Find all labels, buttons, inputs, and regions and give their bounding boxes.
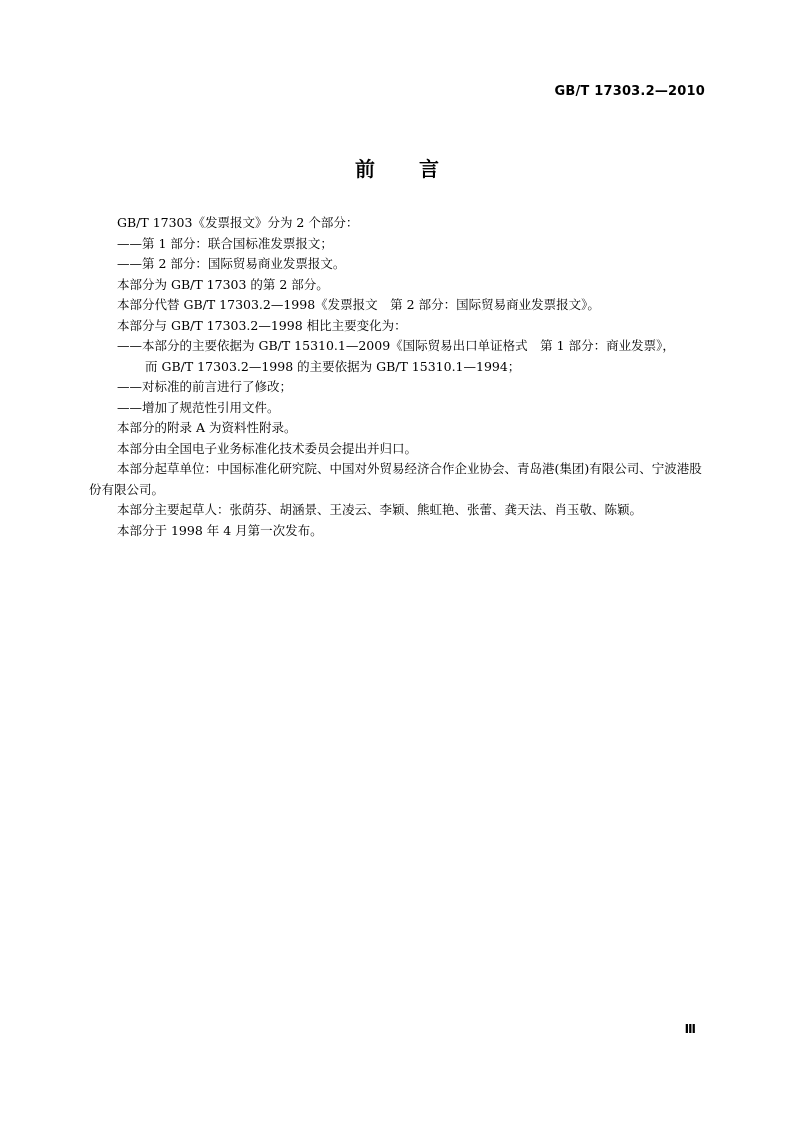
foreword-body: [89, 213, 705, 541]
list-item-change-basis-continued: 而 GB/T 17303.2—1998 的主要依据为 GB/T 15310.1—1994；: [145, 358, 521, 374]
page-title: 前言: [355, 157, 483, 181]
paragraph-first-release: 本部分于 1998 年 4 月第一次发布。: [117, 522, 323, 538]
list-item-part-2: ——第 2 部分：国际贸易商业发票报文。: [117, 256, 346, 271]
paragraph-proposer: 本部分由全国电子业务标准化技术委员会提出并归口。: [117, 440, 418, 456]
paragraph-replaces: 本部分代替 GB/T 17303.2—1998《发票报文 第 2 部分：国际贸易商业发票报文》。: [117, 297, 600, 312]
list-item-change-references: ——增加了规范性引用文件。: [117, 399, 280, 415]
paragraph-parts-intro: GB/T 17303《发票报文》分为 2 个部分：: [117, 215, 359, 230]
paragraph-drafting-units: 本部分起草单位：中国标准化研究院、中国对外贸易经济合作企业协会、青岛港(集团)有限公司、宁波港股份有限公司。: [89, 461, 702, 497]
list-item-part-1: ——第 1 部分：联合国标准发票报文；: [117, 235, 333, 251]
list-item-change-foreword: ——对标准的前言进行了修改；: [117, 379, 293, 394]
paragraph-this-part: 本部分为 GB/T 17303 的第 2 部分。: [117, 276, 329, 292]
paragraph-annex: 本部分的附录 A 为资料性附录。: [117, 420, 297, 435]
paragraph-changes-intro: 本部分与 GB/T 17303.2—1998 相比主要变化为：: [117, 317, 407, 333]
standard-code: GB/T 17303.2—2010: [554, 84, 705, 99]
page-number: Ⅲ: [684, 1022, 696, 1036]
paragraph-drafters: 本部分主要起草人：张荫芬、胡涵景、王凌云、李颖、熊虹艳、张蕾、龚天法、肖玉敬、陈颖。: [117, 502, 643, 517]
list-item-change-basis: ——本部分的主要依据为 GB/T 15310.1—2009《国际贸易出口单证格式 第 1 部分：商业发票》，: [117, 338, 675, 353]
